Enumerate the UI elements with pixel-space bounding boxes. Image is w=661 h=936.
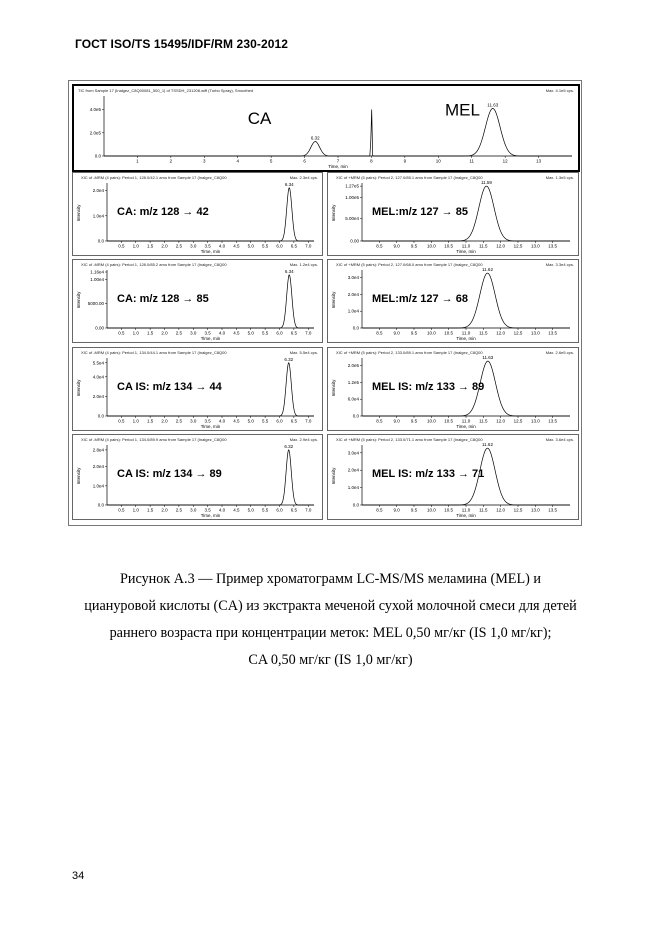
x-tick-label: 1.0 [132,418,139,424]
panel-max-text: Max. 5.5e4 cps. [289,350,318,355]
x-tick-label: 0.5 [118,418,125,424]
x-tick-label: 10.0 [426,418,436,424]
x-tick-label: 3.0 [190,418,197,424]
x-tick-label: 0.5 [118,330,125,336]
y-tick-label: 0.0 [352,413,359,419]
panel-max-text: Max. 3.6e4 cps. [545,437,574,442]
x-tick-label: 11.5 [479,330,488,336]
panel-max-text: Max. 1.2e4 cps. [289,262,318,267]
x-tick-label: 5.5 [261,507,269,513]
x-tick-label: 0.5 [118,243,125,249]
peak-label: 6.32 [284,443,294,449]
chart-panel-mel85 [327,172,579,256]
x-axis-label: Time, min [456,336,476,341]
x-axis-label: Time, min [200,249,221,254]
x-tick-label: 4.0 [218,507,226,513]
x-tick-label: 11.0 [461,243,471,249]
analyte-label: MEL [444,100,480,120]
y-tick-label: 2.0e4 [92,464,104,470]
x-tick-label: 8.5 [376,418,383,424]
x-tick-label: 13.0 [530,243,540,249]
panel-max-text: Max. 1.3e5 cps. [545,175,574,180]
y-tick-label: 4.0e5 [89,107,101,113]
y-tick-label: 1.0e4 [92,213,104,219]
x-tick-label: 7 [336,158,340,164]
x-tick-label: 12.5 [513,418,523,424]
transition-annotation: CA: m/z 128 → 42 [117,206,209,218]
panel-header-text: XIC of -MRM (4 pairs): Period 1, 134.0/89.9 amu from Sample 17 (Inalgez_C8Q00 [81,437,227,442]
x-tick-label: 9.0 [393,330,400,336]
transition-annotation: MEL:m/z 127 → 85 [372,206,468,218]
x-tick-label: 0.5 [118,507,125,513]
x-tick-label: 10 [435,158,441,164]
x-tick-label: 7.0 [305,507,312,513]
peak-label: 11.63 [482,355,494,361]
x-tick-label: 6.0 [276,507,283,513]
x-tick-label: 4.0 [218,243,226,249]
x-tick-label: 13 [536,158,542,164]
x-tick-label: 9.5 [410,507,418,513]
chart-svg-mel85 [328,173,578,255]
x-tick-label: 10.0 [426,243,436,249]
x-tick-label: 10.0 [426,330,436,336]
y-tick-label: 2.0e5 [347,363,359,369]
y-axis-label: Intensity [331,204,336,222]
y-axis-label: Intensity [331,467,336,485]
panel-header-text: XIC of +MRM (5 pairs): Period 2, 127.0/68.0 amu from Sample 17 (Inalgez_C8Q00 [336,262,483,267]
transition-annotation: MEL IS: m/z 133 → 71 [372,468,485,480]
x-tick-label: 13.5 [548,418,558,424]
x-tick-label: 1.5 [146,243,154,249]
x-tick-label: 5.0 [247,330,254,336]
x-tick-label: 9.0 [393,243,400,249]
y-tick-label: 2.8e4 [92,447,104,453]
x-tick-label: 1.0 [132,243,139,249]
x-tick-label: 2.0 [161,243,168,249]
y-tick-label: 1.0e4 [347,485,359,491]
y-tick-label: 1.0e4 [347,308,359,314]
panel-header-text: TIC from Sample 17 (Inalgez_C8Q00081_500_1) of TSSDH_231208.wiff (Turbo Spray), Smoothed [78,88,254,93]
x-tick-label: 11.0 [461,418,471,424]
x-tick-label: 5.5 [261,330,269,336]
figure-caption-line-2: циануровой кислоты (CA) из экстракта меченой сухой молочной смеси для детей [84,598,577,614]
x-tick-label: 6.5 [290,507,298,513]
y-tick-label: 6.0e4 [347,396,359,402]
x-tick-label: 11.0 [461,330,471,336]
x-tick-label: 6.5 [290,330,298,336]
x-tick-label: 3.5 [204,507,211,513]
x-tick-label: 5 [269,158,273,164]
x-tick-label: 13.0 [530,507,540,513]
chart-panel-cais89 [72,434,323,520]
figure-caption-line-4: CA 0,50 мг/кг (IS 1,0 мг/кг) [248,652,413,668]
chart-panel-cais44 [72,347,323,431]
y-tick-label: 5000.00 [87,300,104,306]
x-tick-label: 8 [370,158,373,164]
y-tick-label: 0.00 [95,325,104,331]
y-tick-label: 0.0 [97,238,104,244]
figure-caption-line-3: раннего возраста при концентрации меток: MEL 0,50 мг/кг (IS 1,0 мг/кг); [109,625,552,641]
chart-panel-ca85 [72,259,323,343]
chart-panel-melis71 [327,434,579,520]
x-tick-label: 12.5 [513,507,523,513]
y-tick-label: 1.27e5 [345,183,359,189]
transition-annotation: MEL:m/z 127 → 68 [372,293,468,305]
x-tick-label: 13.0 [530,418,540,424]
x-tick-label: 4.5 [233,243,240,249]
chart-svg-tic [74,86,578,170]
document-header: ГОСТ ISO/TS 15495/IDF/RM 230-2012 [75,37,289,51]
x-tick-label: 4 [236,158,239,164]
x-tick-label: 13.0 [530,330,540,336]
x-tick-label: 9.5 [410,243,418,249]
x-tick-label: 4.0 [218,418,226,424]
y-tick-label: 0.0 [97,502,104,508]
x-tick-label: 12 [502,158,508,164]
page-number: 34 [72,870,85,882]
panel-max-text: Max. 3.3e4 cps. [545,262,574,267]
panel-header-text: XIC of +MRM (5 pairs): Period 2, 133.0/89.1 amu from Sample 17 (Inalgez_C8Q00 [336,350,483,355]
x-tick-label: 11 [469,158,475,164]
x-tick-label: 2.0 [161,418,168,424]
x-tick-label: 2 [169,158,173,164]
x-axis-label: Time, min [456,249,476,254]
peak-label: 11.59 [480,180,492,186]
x-tick-label: 2.5 [175,418,183,424]
x-tick-label: 1.0 [132,330,139,336]
x-tick-label: 6.0 [276,418,283,424]
y-axis-label: Intensity [76,291,81,309]
y-tick-label: 1.00e5 [345,194,359,200]
x-tick-label: 6.0 [276,330,283,336]
chart-svg-ca85 [73,260,322,342]
peak-label: 6.34 [284,268,294,274]
x-tick-label: 12.0 [496,418,506,424]
x-tick-label: 11.5 [479,243,488,249]
x-axis-label: Time, min [328,164,348,169]
x-tick-label: 6.5 [290,418,298,424]
x-tick-label: 10.5 [444,418,454,424]
x-tick-label: 10.5 [444,243,454,249]
analyte-label: CA [247,109,272,129]
x-tick-label: 3.5 [204,418,211,424]
panel-header-text: XIC of -MRM (4 pairs): Period 1, 128.0/42.1 amu from Sample 17 (Inalgez_C8Q00 [81,175,227,180]
x-tick-label: 4.5 [233,507,240,513]
chart-svg-melis71 [328,435,578,519]
x-tick-label: 2.0 [161,507,168,513]
x-axis-label: Time, min [200,424,221,429]
transition-annotation: MEL IS: m/z 133 → 89 [372,381,485,393]
x-tick-label: 11.0 [461,507,471,513]
chart-panel-mel68 [327,259,579,343]
x-axis-label: Time, min [200,336,221,341]
x-tick-label: 7.0 [305,243,312,249]
x-tick-label: 1.5 [146,418,154,424]
panel-header-text: XIC of +MRM (5 pairs): Period 2, 127.0/85.1 amu from Sample 17 (Inalgez_C8Q00 [336,175,483,180]
x-tick-label: 4.0 [218,330,226,336]
transition-annotation: CA: m/z 128 → 85 [117,293,209,305]
y-tick-label: 2.0e4 [92,393,104,399]
x-tick-label: 2.5 [175,330,183,336]
panel-max-text: Max. 2.6e5 cps. [545,350,574,355]
x-axis-label: Time, min [200,513,221,518]
peak-label: 11.62 [482,267,493,273]
panel-max-text: Max. 4.1e5 cps. [545,88,574,93]
x-tick-label: 10.0 [426,507,436,513]
x-tick-label: 5.0 [247,507,254,513]
y-axis-label: Intensity [76,204,81,222]
x-tick-label: 8.5 [376,243,383,249]
chart-svg-cais89 [73,435,322,519]
x-tick-label: 1.5 [146,507,154,513]
y-tick-label: 5.5e4 [92,360,104,366]
x-tick-label: 7.0 [305,418,312,424]
peak-label: 6.34 [284,181,294,187]
chart-panel-ca42 [72,172,323,256]
y-tick-label: 2.0e5 [89,130,101,136]
x-tick-label: 13.5 [548,507,558,513]
x-tick-label: 2.0 [161,330,168,336]
y-tick-label: 1.16e4 [90,269,104,275]
y-axis-label: Intensity [331,379,336,397]
y-tick-label: 1.0e4 [92,483,104,489]
x-tick-label: 5.0 [247,243,254,249]
x-tick-label: 13.5 [548,330,558,336]
x-tick-label: 6 [303,158,306,164]
x-tick-label: 10.5 [444,330,454,336]
chromatogram-trace [104,108,572,156]
x-tick-label: 8.5 [376,330,383,336]
x-tick-label: 6.0 [276,243,283,249]
y-tick-label: 5.00e4 [345,216,359,222]
chart-svg-ca42 [73,173,322,255]
x-tick-label: 12.0 [496,243,506,249]
x-tick-label: 5.5 [261,243,269,249]
x-tick-label: 1.0 [132,507,139,513]
panel-max-text: Max. 2.3e4 cps. [289,175,318,180]
x-tick-label: 3.0 [190,330,197,336]
x-tick-label: 2.5 [175,243,183,249]
y-tick-label: 0.0 [97,413,104,419]
y-tick-label: 2.0e4 [347,291,359,297]
y-tick-label: 0.00 [350,238,359,244]
x-tick-label: 1 [136,158,139,164]
panel-header-text: XIC of -MRM (4 pairs): Period 1, 128.0/85.2 amu from Sample 17 (Inalgez_C8Q00 [81,262,227,267]
x-tick-label: 10.5 [444,507,454,513]
chart-svg-mel68 [328,260,578,342]
x-tick-label: 7.0 [305,330,312,336]
y-tick-label: 0.0 [94,153,101,159]
panel-header-text: XIC of +MRM (5 pairs): Period 2, 133.0/71.1 amu from Sample 17 (Inalgez_C8Q00 [336,437,483,442]
x-tick-label: 12.0 [496,330,506,336]
y-axis-label: Intensity [76,467,81,485]
x-tick-label: 5.5 [261,418,269,424]
peak-label: 11.62 [482,442,493,448]
x-tick-label: 5.0 [247,418,254,424]
x-tick-label: 9.5 [410,330,418,336]
x-tick-label: 4.5 [233,418,240,424]
y-tick-label: 1.00e4 [90,276,104,282]
peak-label: 6.32 [310,135,320,141]
x-tick-label: 11.5 [479,507,488,513]
x-tick-label: 2.5 [175,507,183,513]
x-tick-label: 8.5 [376,507,383,513]
chromatogram-figure [68,80,582,526]
x-tick-label: 9.0 [393,418,400,424]
x-tick-label: 12.0 [496,507,506,513]
figure-caption-line-1: Рисунок А.3 — Пример хроматограмм LC-MS/MS меламина (MEL) и [119,571,542,587]
x-tick-label: 3.5 [204,330,211,336]
chart-panel-melis89 [327,347,579,431]
x-tick-label: 12.5 [513,243,523,249]
y-tick-label: 0.0 [352,325,359,331]
y-tick-label: 4.0e4 [92,374,104,380]
x-tick-label: 3 [203,158,206,164]
x-tick-label: 3.0 [190,243,197,249]
y-tick-label: 1.2e5 [347,379,359,385]
y-tick-label: 2.0e4 [92,188,104,194]
x-tick-label: 1.5 [146,330,154,336]
x-tick-label: 9.5 [410,418,418,424]
x-tick-label: 12.5 [513,330,523,336]
chart-svg-melis89 [328,348,578,430]
x-tick-label: 13.5 [548,243,558,249]
chart-panel-tic [72,84,580,172]
x-tick-label: 9 [403,158,407,164]
x-axis-label: Time, min [456,513,476,518]
peak-label: 6.32 [284,356,294,362]
x-tick-label: 6.5 [290,243,298,249]
x-tick-label: 4.5 [233,330,240,336]
y-tick-label: 3.0e4 [347,275,359,281]
y-tick-label: 0.0 [352,502,359,508]
x-tick-label: 3.0 [190,507,197,513]
chart-svg-cais44 [73,348,322,430]
transition-annotation: CA IS: m/z 134 → 89 [117,468,222,480]
y-axis-label: Intensity [331,291,336,309]
panel-header-text: XIC of -MRM (4 pairs): Period 1, 134.0/44.1 amu from Sample 17 (Inalgez_C8Q00 [81,350,227,355]
x-tick-label: 9.0 [393,507,400,513]
x-tick-label: 3.5 [204,243,211,249]
x-axis-label: Time, min [456,424,476,429]
y-tick-label: 3.0e4 [347,450,359,456]
panel-max-text: Max. 2.9e4 cps. [289,437,318,442]
transition-annotation: CA IS: m/z 134 → 44 [117,381,222,393]
peak-label: 11.63 [487,102,499,108]
y-tick-label: 2.0e4 [347,467,359,473]
x-tick-label: 11.5 [479,418,488,424]
y-axis-label: Intensity [76,379,81,397]
